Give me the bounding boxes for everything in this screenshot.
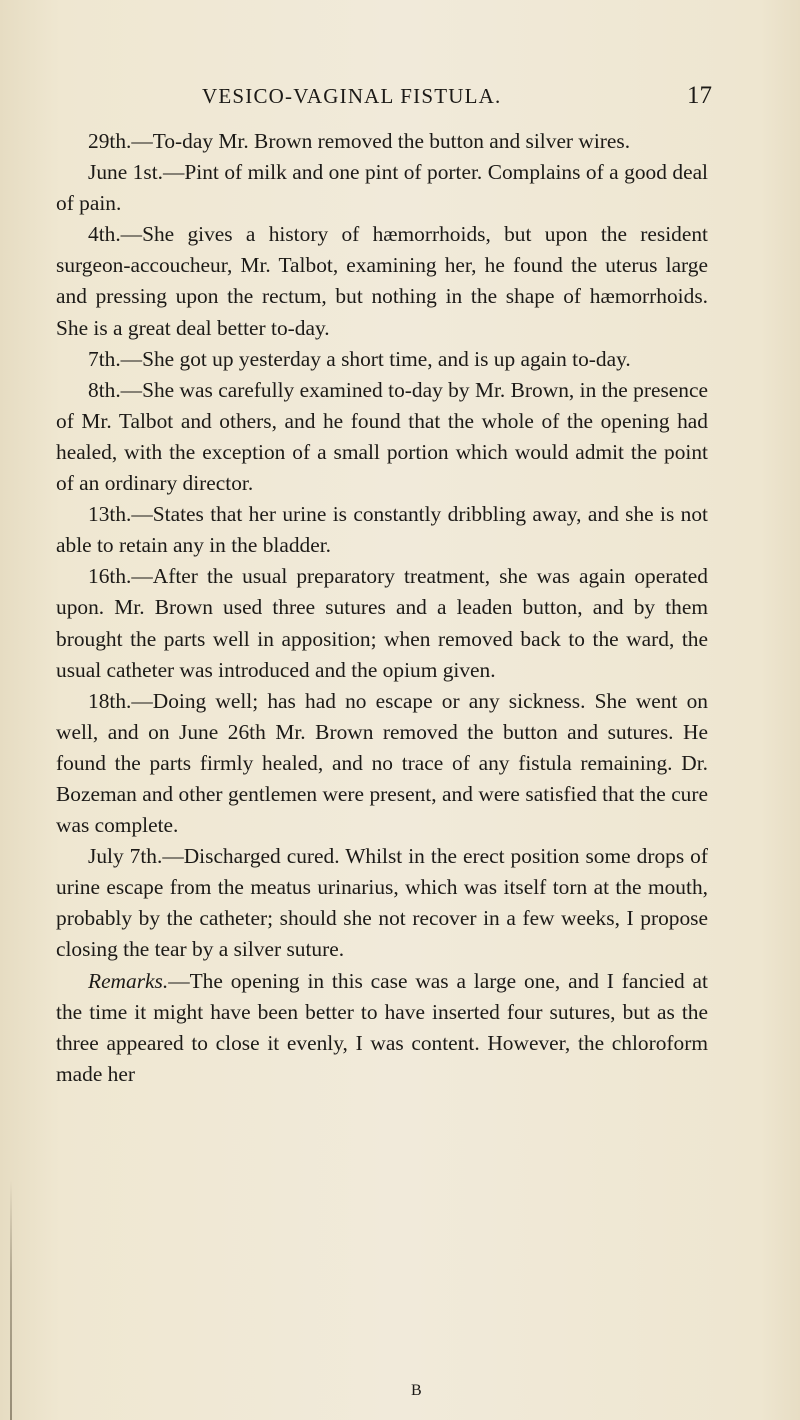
remarks-paragraph <box>56 966 708 1090</box>
body-text <box>56 126 708 1090</box>
paragraph: 29th.—To-day Mr. Brown removed the button and silver wires. <box>88 129 631 153</box>
paragraph: July 7th.—Discharged cured. Whilst in the erect position some drops of urine escape from the meatus urinarius, which was itself torn at the mouth, probably by the catheter; should she not recover in a few weeks, I propose closing the tear by a silver suture. <box>56 844 708 962</box>
running-head <box>202 84 712 114</box>
paragraph: June 1st.—Pint of milk and one pint of porter. Complains of a good deal of pain. <box>56 160 708 216</box>
paragraph: 8th.—She was carefully examined to-day by Mr. Brown, in the presence of Mr. Talbot and others, and he found that the whole of the opening had healed, with the exception of a small portion which would admit the point of an ordinary director. <box>56 377 708 496</box>
paragraph: 16th.—After the usual preparatory treatment, she was again operated upon. Mr. Brown used three sutures and a leaden button, and by them brought the parts well in apposition; when removed back to the ward, the usual catheter was introduced and the opium given. <box>56 564 708 682</box>
paragraph: 13th.—States that her urine is constantly dribbling away, and she is not able to retain any in the bladder. <box>56 502 708 558</box>
paragraph: 7th.—She got up yesterday a short time, and is up again to-day. <box>88 346 631 371</box>
binding-shadow <box>10 1180 12 1420</box>
remarks-label: Remarks. <box>88 968 169 993</box>
remarks-text: —The opening in this case was a large one, and I fancied at the time it might have been better to have inserted four sutures, but as the three appeared to close it evenly, I was content. However, the chloroform made her <box>56 968 708 1086</box>
paragraph: 4th.—She gives a history of hæmorrhoids, but upon the resident surgeon-accoucheur, Mr. Talbot, examining her, he found the uterus large and pressing upon the rectum, but nothing in the shape of hæmorrhoids. She is a great deal better to-day. <box>56 222 708 340</box>
paragraph: 18th.—Doing well; has had no escape or any sickness. She went on well, and on June 26th Mr. Brown removed the button and sutures. He found the parts firmly healed, and no trace of any fistula remaining. Dr. Bozeman and other gentlemen were present, and were satisfied that the cure was complete. <box>56 688 708 838</box>
page-number: 17 <box>687 82 712 109</box>
running-title: VESICO-VAGINAL FISTULA. <box>202 84 502 108</box>
signature-mark: B <box>411 1382 423 1399</box>
